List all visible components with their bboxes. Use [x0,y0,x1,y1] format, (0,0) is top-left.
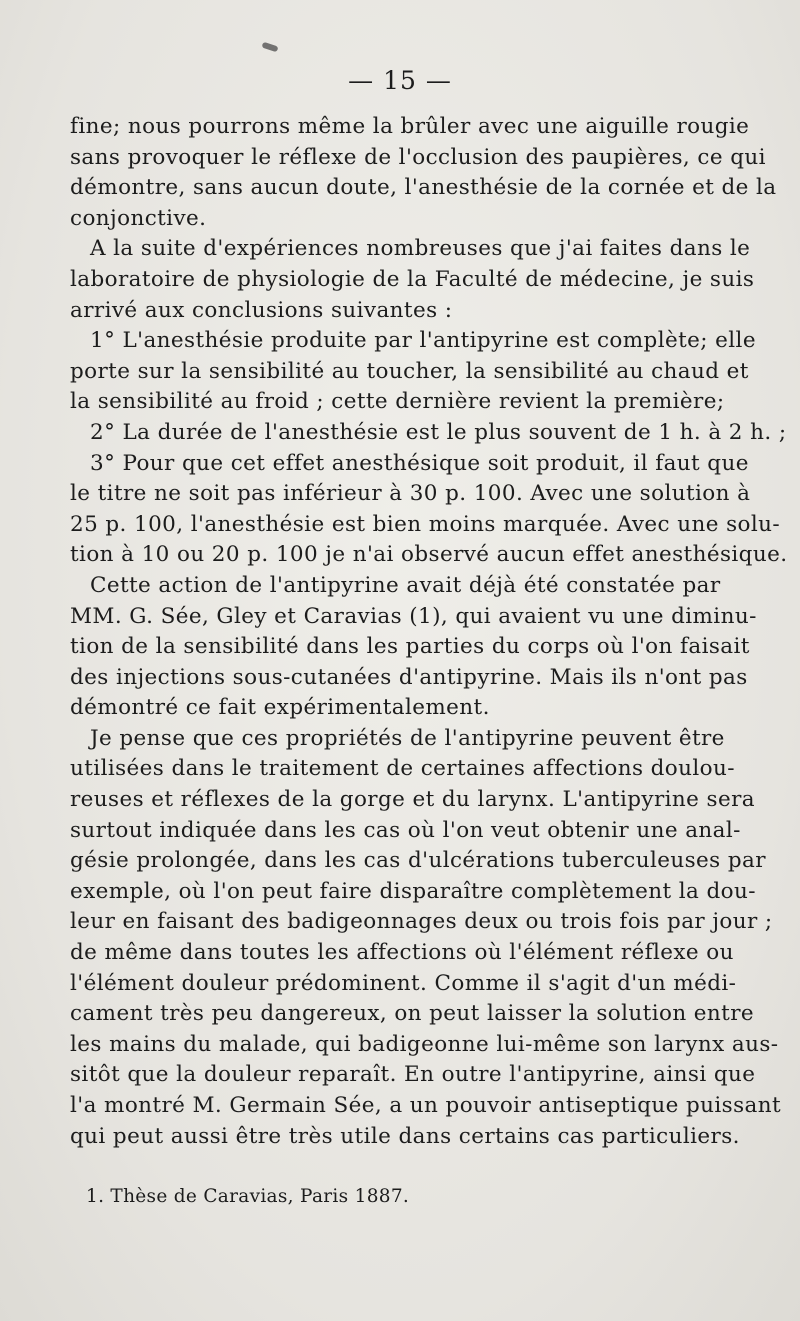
text-line: sitôt que la douleur reparaît. En outre l'antipyrine, ainsi que [70,1062,756,1088]
text-line: sans provoquer le réflexe de l'occlusion des paupières, ce qui [70,144,766,170]
text-line: démontré ce fait expérimentalement. [70,695,490,721]
text-line: 3° Pour que cet effet anesthésique soit produit, il faut que [90,450,749,476]
text-line: fine; nous pourrons même la brûler avec une aiguille rougie [70,114,750,139]
text-line: gésie prolongée, dans les cas d'ulcérations tuberculeuses par [70,848,766,874]
text-line: Cette action de l'antipyrine avait déjà été constatée par [90,572,721,598]
text-line: exemple, où l'on peut faire disparaître complètement la dou- [70,878,756,904]
paragraph [70,418,787,449]
text-line: la sensibilité au froid ; cette dernière revient la première; [70,389,725,415]
text-line: leur en faisant des badigeonnages deux ou trois fois par jour ; [70,909,773,935]
text-line: 2° La durée de l'anesthésie est le plus souvent de 1 h. à 2 h. ; [90,419,787,445]
text-line: 25 p. 100, l'anesthésie est bien moins marquée. Avec une solu- [70,511,781,537]
paragraph [70,449,788,571]
paragraph [70,724,782,1152]
text-line: surtout indiquée dans les cas où l'on veut obtenir une anal- [70,817,741,843]
text-line: utilisées dans le traitement de certaines affections doulou- [70,756,735,782]
text-line: les mains du malade, qui badigeonne lui-même son larynx aus- [70,1031,779,1057]
paragraph [70,112,777,234]
text-line: des injections sous-cutanées d'antipyrine. Mais ils n'ont pas [70,664,748,690]
text-line: tion à 10 ou 20 p. 100 je n'ai observé aucun effet anesthésique. [70,542,788,568]
ink-mark [261,42,278,53]
text-line: démontre, sans aucun doute, l'anesthésie de la cornée et de la [70,175,777,201]
text-line: conjonctive. [70,205,207,231]
text-line: porte sur la sensibilité au toucher, la sensibilité au chaud et [70,358,749,384]
text-line: reuses et réflexes de la gorge et du larynx. L'antipyrine sera [70,787,755,813]
paragraph [70,571,757,724]
paragraph [70,234,755,326]
body-text [70,112,788,1152]
text-line: le titre ne soit pas inférieur à 30 p. 100. Avec une solution à [70,481,751,507]
text-line: cament très peu dangereux, on peut laisser la solution entre [70,1001,755,1027]
text-line: de même dans toutes les affections où l'élément réflexe ou [70,940,734,966]
text-line: l'a montré M. Germain Sée, a un pouvoir antiseptique puissant [70,1093,782,1118]
paragraph [70,326,756,418]
text-line: arrivé aux conclusions suivantes : [70,297,453,323]
footnote: 1. Thèse de Caravias, Paris 1887. [86,1186,410,1207]
text-line: laboratoire de physiologie de la Faculté de médecine, je suis [70,266,755,292]
text-line: l'élément douleur prédominent. Comme il s'agit d'un médi- [70,970,737,996]
page-number: — 15 — [348,66,452,95]
text-line: A la suite d'expériences nombreuses que j'ai faites dans le [90,236,751,262]
text-line: 1° L'anesthésie produite par l'antipyrine est complète; elle [90,328,756,354]
text-line: MM. G. Sée, Gley et Caravias (1), qui avaient vu une diminu- [70,603,757,629]
text-line: qui peut aussi être très utile dans certains cas particuliers. [70,1123,740,1149]
text-line: tion de la sensibilité dans les parties du corps où l'on faisait [70,634,750,660]
text-line: Je pense que ces propriétés de l'antipyrine peuvent être [90,725,725,751]
